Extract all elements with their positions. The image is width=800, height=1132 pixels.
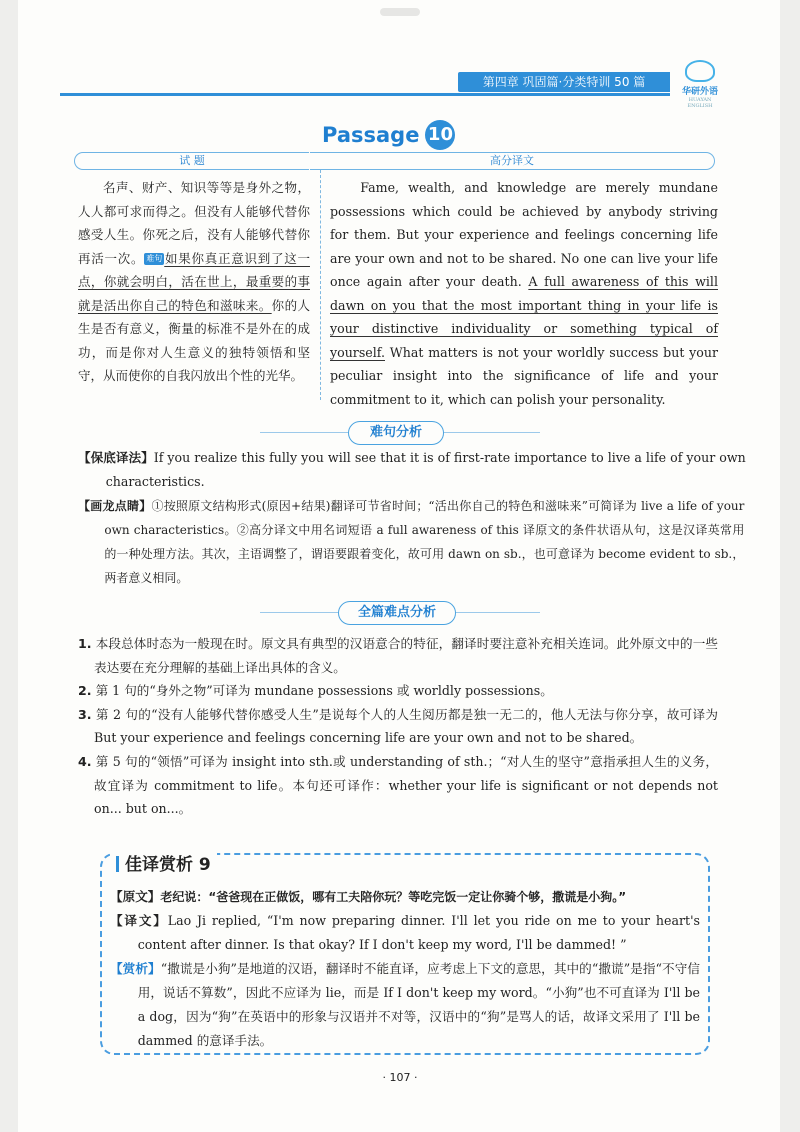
original-label: 【原文】 (110, 889, 161, 904)
column-head-translation: 高分译文 (310, 152, 715, 170)
translation-label: 【译文】 (110, 913, 168, 928)
translation-line (110, 909, 700, 957)
item-text: 第 2 句的“没有人能够代替你感受人生”是说每个人的人生阅历都是独一无二的，他人无法与你分享，故可译为 But your experience and feelings concerning life are your own and not to be shared。 (94, 706, 718, 746)
passage-number-badge: 10 (425, 120, 455, 150)
translation-text: Lao Ji replied, “I'm now preparing dinner. I'll let you ride on me to your heart's content after dinner. Is that okay? If I don't keep my word, I'll be dammed! ” (137, 913, 700, 952)
original-line (110, 885, 700, 909)
section-title-full-analysis: 全篇难点分析 (338, 601, 456, 625)
page-top-mark (380, 8, 420, 16)
difficult-sentence-tag: 难句 (146, 253, 163, 263)
title-accent-bar (116, 856, 119, 872)
header-rule (60, 93, 670, 96)
safe-translation (78, 446, 746, 494)
original-text: 老纪说：“爸爸现在正做饭，哪有工夫陪你玩？等吃完饭一定让你骑个够，撒谎是小狗。” (160, 890, 627, 904)
list-item (78, 679, 718, 703)
column-divider (320, 170, 321, 400)
column-head-question: 试 题 (74, 152, 309, 170)
list-item (78, 703, 718, 750)
passage-title (322, 118, 455, 152)
chinese-text-part1: 名声、财产、知识等等是身外之物，人人都可求而得之。但没有人能够代替你感受人生。你死之后，没有人能够代替你再活一次。 (78, 180, 310, 266)
item-number: 2. (78, 683, 92, 699)
comment-line (110, 957, 700, 1053)
page-number: · 107 · (382, 1071, 418, 1084)
safe-translation-label: 【保底译法】 (78, 450, 154, 465)
safe-translation-text: If you realize this fully you will see that it is of first-rate importance to live a life of your own characteristics. (105, 450, 746, 489)
section-title-difficult: 难句分析 (348, 421, 444, 445)
translation-tip-label: 【画龙点睛】 (78, 499, 152, 513)
appreciation-content (110, 885, 700, 1053)
chapter-header: 第四章 巩固篇·分类特训 50 篇 (458, 72, 670, 92)
publisher-logo (676, 60, 724, 109)
logo-icon (685, 60, 715, 82)
item-number: 3. (78, 706, 92, 722)
appreciation-title-text: 佳译赏析 9 (125, 855, 211, 875)
chinese-text-part2: 你的人生是否有意义，衡量的标准不是外在的成功，而是你对人生意义的独特领悟和坚守，从而使你的自我闪放出个性的光华。 (78, 297, 310, 383)
english-underlined-sentence: A full awareness of this will dawn on you that the most important thing in your life is your distinctive individuality or something typical of yourself. (330, 274, 718, 360)
appreciation-title (110, 850, 217, 875)
english-translation-text (330, 176, 718, 411)
comment-label: 【赏析】 (110, 961, 161, 976)
logo-subtext: HUAYAN ENGLISH (687, 97, 713, 109)
chinese-source-text (78, 176, 310, 388)
analysis-list (78, 632, 718, 821)
comment-text: “撒谎是小狗”是地道的汉语，翻译时不能直译，应考虑上下文的意思，其中的“撒谎”是指“不守信用，说话不算数”，因此不应译为 lie，而是 If I don't keep my word。“小狗”也不可直译为 I'll be a dog，因为“狗”在英语中的形象与汉语并不对等，汉语中的“狗”是骂人的话，故译文采用了 I'll be dammed 的意译手法。 (137, 961, 700, 1048)
logo-text: 华研外语 (681, 87, 718, 97)
item-text: 本段总体时态为一般现在时。原文具有典型的汉语意合的特征，翻译时要注意补充相关连词。此外原文中的一些表达要在充分理解的基础上译出具体的含义。 (94, 636, 719, 675)
translation-tip-text: ①按照原文结构形式(原因+结果)翻译可节省时间；“活出你自己的特色和滋味来”可简译为 live a life of your own characteristics。②高分译文中用名词短语 a full awareness of this 译原文的条件状语从句，这是汉译英常用的一种处理方法。其次，主语调整了，谓语要跟着变化，故可用 dawn on sb.，也可意译为 become evident to sb.，两者意义相同。 (104, 499, 745, 585)
list-item (78, 750, 718, 821)
translation-tip (78, 494, 744, 590)
item-text: 第 1 句的“身外之物”可译为 mundane possessions 或 worldly possessions。 (95, 683, 553, 699)
passage-word: Passage (322, 123, 420, 147)
list-item (78, 632, 718, 679)
english-text-part1: Fame, wealth, and knowledge are merely mundane possessions which could be achieved by anybody striving for them. But your experience and feelings concerning life are your own and not to be shared. No one can live your life once again after your death. (330, 180, 718, 289)
item-text: 第 5 句的“领悟”可译为 insight into sth.或 understanding of sth.；“对人生的坚守”意指承担人生的义务，故宜译为 commitment to life。本句还可译作：whether your life is significant or not depends not on... but on...。 (94, 753, 718, 817)
item-number: 1. (78, 636, 92, 651)
chinese-underlined-sentence: 如果你真正意识到了这一点，你就会明白，活在世上，最重要的事就是活出你自己的特色和滋味来。 (78, 250, 310, 313)
item-number: 4. (78, 753, 92, 769)
english-text-part2: What matters is not your worldly success but your peculiar insight into the significance of life and your commitment to it, which can polish your personality. (330, 344, 718, 407)
